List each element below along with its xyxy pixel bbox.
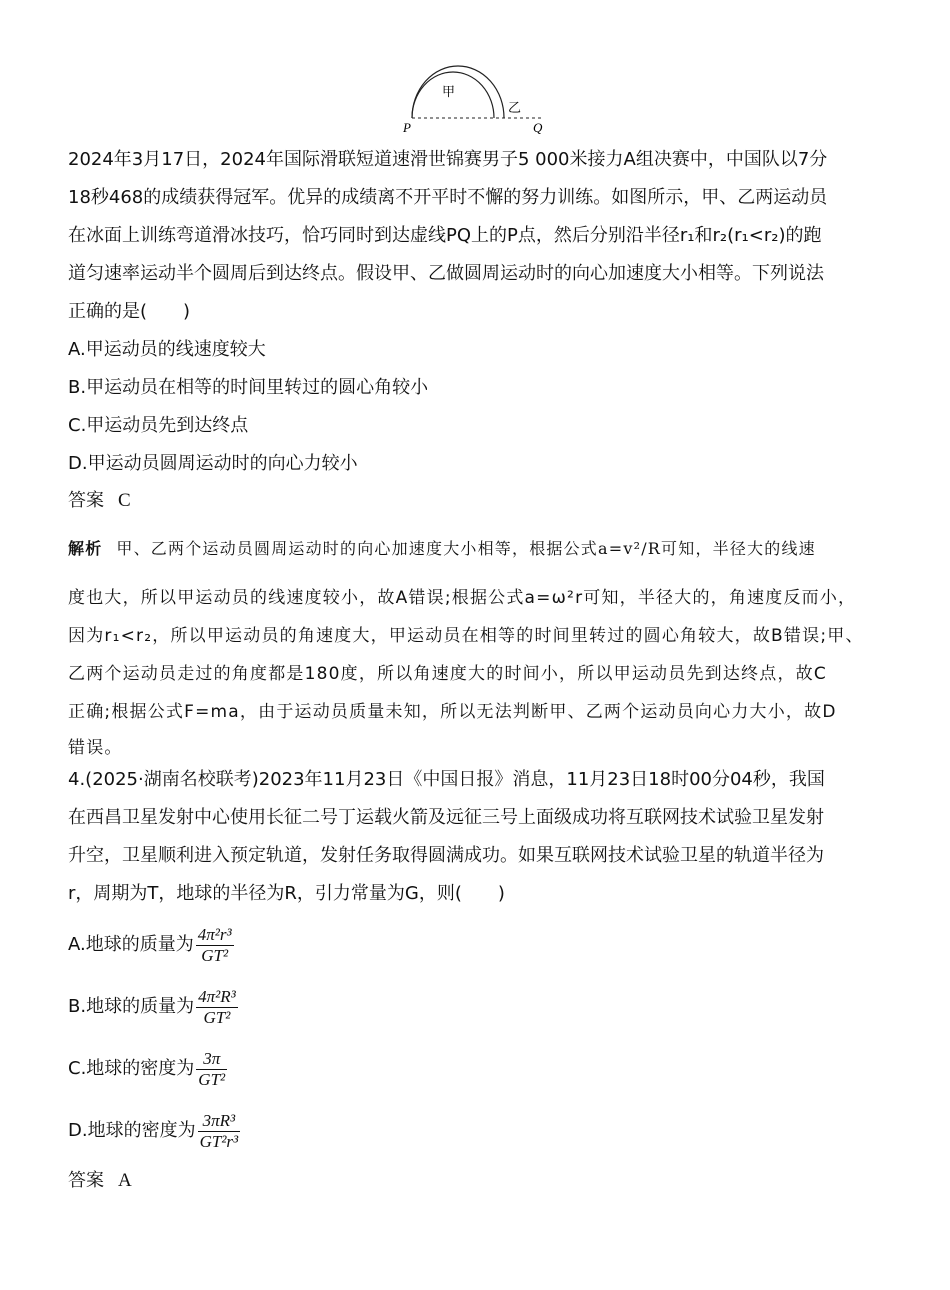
q4-option-a-denominator: GT²: [201, 946, 229, 966]
q3-option-b: B.甲运动员在相等的时间里转过的圆心角较小: [68, 377, 429, 398]
q3-analysis-line-1: [68, 530, 890, 567]
q3-stem-line-2: 18秒468的成绩获得冠军。优异的成绩离不开平时不懈的努力训练。如图所示，甲、乙两运动员: [68, 187, 828, 208]
q4-option-a-fraction: [196, 925, 234, 966]
q4-option-b-fraction: [196, 987, 238, 1028]
q3-analysis-line-5: 正确;根据公式F=ma，由于运动员质量未知，所以无法判断甲、乙两个运动员向心力大小，故D: [68, 702, 837, 722]
q3-answer-label: 答案: [68, 490, 104, 511]
q4-option-c-text: C.地球的密度为: [68, 1058, 195, 1079]
q4-option-c-denominator: GT²: [198, 1070, 226, 1090]
label-q: Q: [533, 120, 543, 135]
q4-option-b: [68, 983, 890, 1031]
q4-option-c: [68, 1045, 890, 1093]
q4-option-b-numerator: 4π²R³: [198, 987, 236, 1007]
q4-option-d-numerator: 3πR³: [198, 1111, 241, 1132]
track-diagram: [395, 62, 555, 138]
q3-option-c: C.甲运动员先到达终点: [68, 415, 249, 436]
q4-stem-line-4: r，周期为T，地球的半径为R，引力常量为G，则( ): [68, 883, 505, 904]
q4-option-b-text: B.地球的质量为: [68, 996, 195, 1017]
q4-option-b-denominator: GT²: [203, 1008, 231, 1028]
q3-stem-line-1: 2024年3月17日，2024年国际滑联短道速滑世锦赛男子5 000米接力A组决赛中，中国队以7分: [68, 149, 828, 170]
q3-analysis-label: 解析: [68, 539, 103, 558]
q4-stem-line-3: 升空，卫星顺利进入预定轨道，发射任务取得圆满成功。如果互联网技术试验卫星的轨道半径为: [68, 845, 824, 866]
q3-option-a: A.甲运动员的线速度较大: [68, 339, 266, 360]
label-jia: 甲: [442, 85, 456, 100]
q4-option-c-numerator: 3π: [196, 1049, 227, 1070]
label-p: P: [403, 120, 411, 135]
q4-answer: [68, 1162, 890, 1200]
q4-option-a: [68, 921, 890, 969]
q3-option-d: D.甲运动员圆周运动时的向心力较小: [68, 453, 358, 474]
q3-answer-value: C: [118, 490, 131, 511]
q4-answer-value: A: [118, 1170, 132, 1191]
q4-answer-label: 答案: [68, 1170, 104, 1191]
q3-analysis-line-4: 乙两个运动员走过的角度都是180度，所以角速度大的时间小，所以甲运动员先到达终点，故C: [68, 664, 827, 684]
q4-option-d-text: D.地球的密度为: [68, 1120, 196, 1141]
q3-analysis-line-6: 错误。: [68, 738, 123, 758]
q3-stem-line-5: 正确的是( ): [68, 301, 191, 322]
q3-analysis-text-1: 甲、乙两个运动员圆周运动时的向心加速度大小相等，根据公式a=v²/R可知，半径大的线速: [116, 539, 816, 558]
track-yi-arc: [412, 66, 504, 118]
q4-option-d-denominator: GT²r³: [199, 1132, 239, 1152]
q4-stem-line-2: 在西昌卫星发射中心使用长征二号丁运载火箭及远征三号上面级成功将互联网技术试验卫星发射: [68, 807, 824, 828]
q4-stem-line-1: 4.(2025·湖南名校联考)2023年11月23日《中国日报》消息，11月23日18时00分04秒，我国: [68, 769, 825, 790]
q3-analysis-line-3: 因为r₁<r₂，所以甲运动员的角速度大，甲运动员在相等的时间里转过的圆心角较大，故B错误;甲、: [68, 626, 864, 646]
q3-stem-line-4: 道匀速率运动半个圆周后到达终点。假设甲、乙做圆周运动时的向心加速度大小相等。下列说法: [68, 263, 824, 284]
q4-option-a-text: A.地球的质量为: [68, 934, 194, 955]
q4-option-d-fraction: [198, 1111, 241, 1152]
q4-option-d: [68, 1107, 890, 1155]
q3-answer: [68, 482, 890, 520]
q3-stem-line-3: 在冰面上训练弯道滑冰技巧，恰巧同时到达虚线PQ上的P点，然后分别沿半径r₁和r₂(r₁<r₂)的跑: [68, 225, 822, 246]
q4-option-c-fraction: [196, 1049, 227, 1090]
q4-option-a-numerator: 4π²r³: [197, 925, 232, 945]
q3-analysis-line-2: 度也大，所以甲运动员的线速度较小，故A错误;根据公式a=ω²r可知，半径大的，角速度反而小，: [68, 588, 857, 608]
label-yi: 乙: [508, 101, 522, 116]
